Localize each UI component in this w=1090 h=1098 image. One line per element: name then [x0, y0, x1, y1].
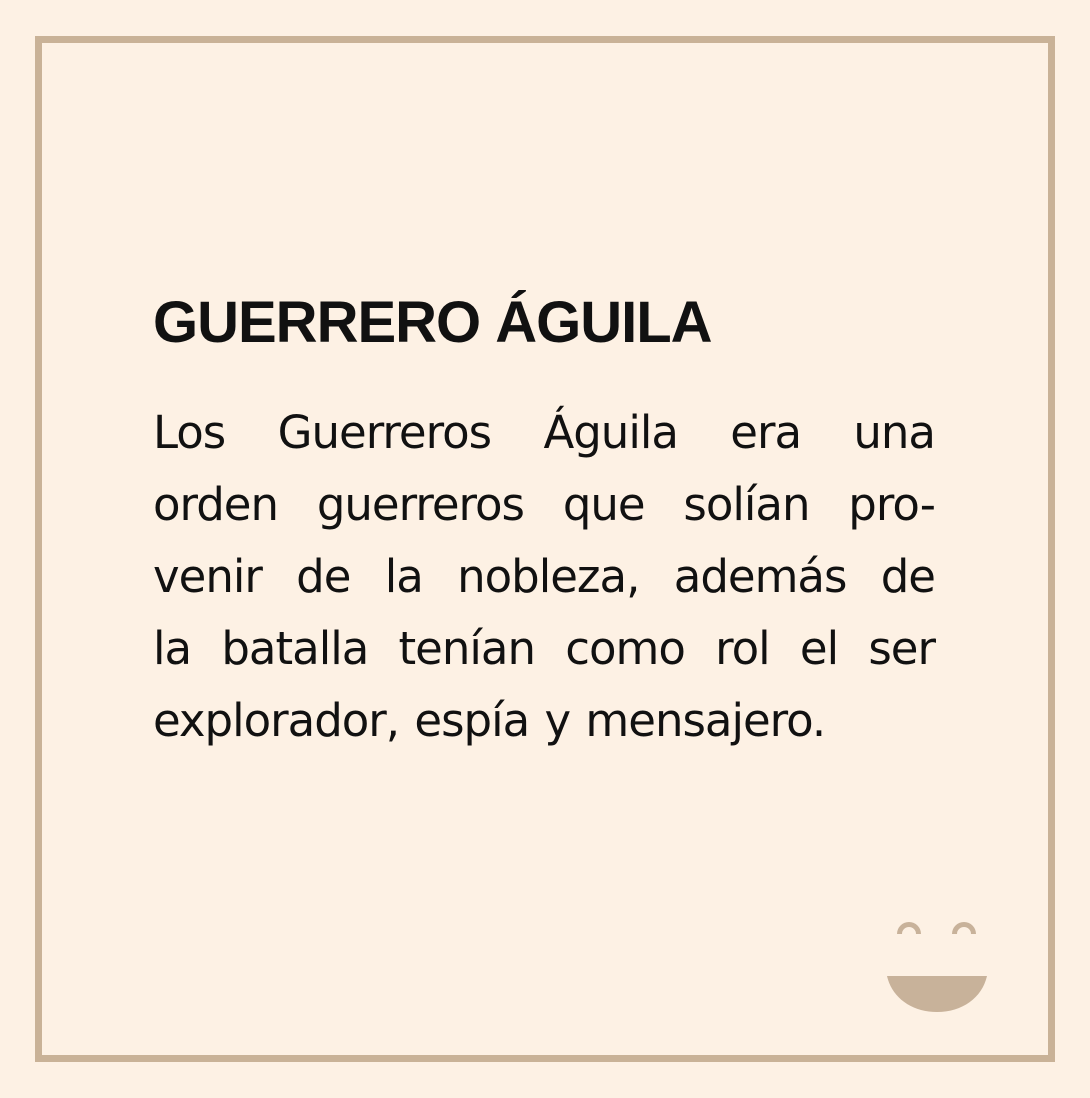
smiley-face-icon	[884, 916, 990, 1016]
body-line: Los Guerreros Águila era una	[153, 406, 935, 459]
body-line: la batalla tenían como rol el ser	[153, 622, 935, 675]
mouth	[887, 976, 987, 1012]
right-eye	[952, 922, 976, 934]
body-line: explorador, espía y mensajero.	[153, 694, 826, 747]
left-eye	[897, 922, 921, 934]
body-line: orden guerreros que solían pro-	[153, 478, 935, 531]
page-title: GUERRERO ÁGUILA	[153, 290, 712, 355]
body-paragraph	[153, 397, 935, 757]
body-line: venir de la nobleza, además de	[153, 550, 935, 603]
